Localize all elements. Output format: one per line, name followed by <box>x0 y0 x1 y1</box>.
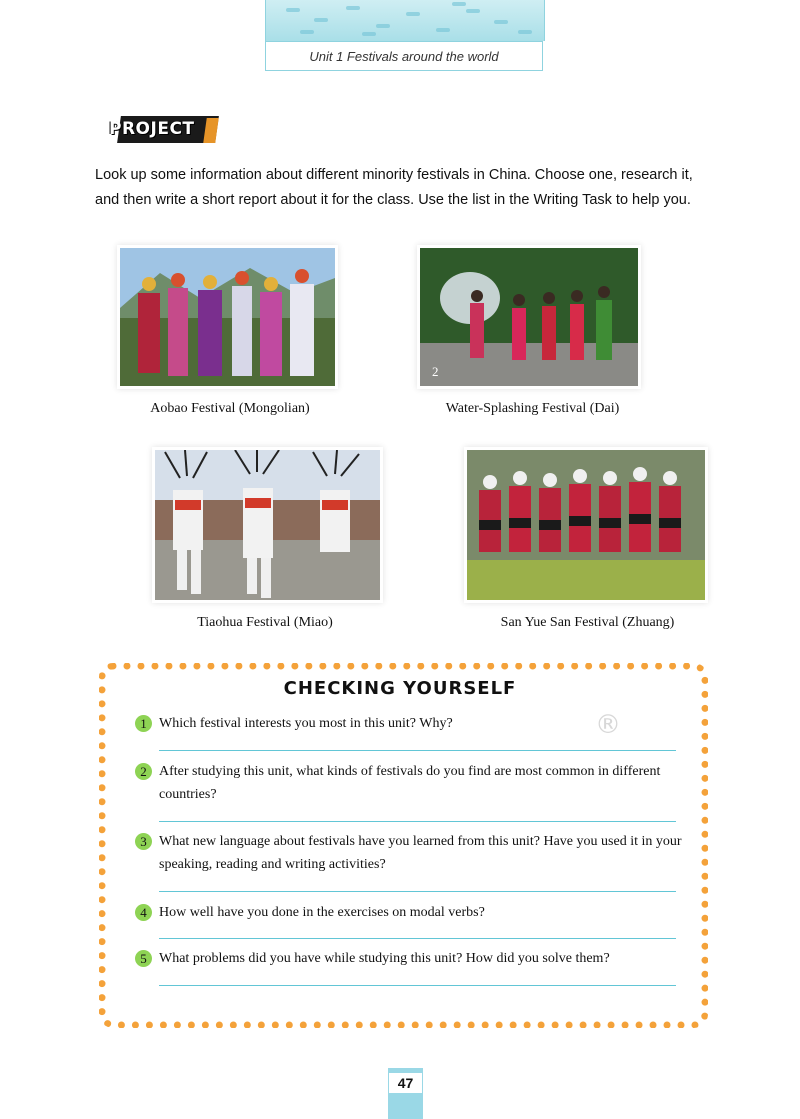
question-text: What new language about festivals have you learned from this unit? Have you used it in your speaking, reading and writing activities? <box>159 834 682 872</box>
page-number-tab <box>388 1068 423 1119</box>
answer-line[interactable] <box>159 750 676 751</box>
project-badge <box>105 116 217 148</box>
photo-san-yue-san-festival <box>467 450 705 600</box>
question-text: How well have you done in the exercises on modal verbs? <box>159 905 485 920</box>
photo-marker: 2 <box>432 364 439 379</box>
caption-aobao: Aobao Festival (Mongolian) <box>150 401 310 416</box>
answer-line[interactable] <box>159 891 676 892</box>
unit-header <box>265 0 543 70</box>
answer-line[interactable] <box>159 938 676 939</box>
registered-mark: ® <box>595 710 621 740</box>
photo-tiaohua-festival <box>155 450 380 600</box>
page-number: 47 <box>388 1072 423 1094</box>
question-number: 2 <box>135 763 152 780</box>
question-number: 5 <box>135 950 152 967</box>
project-badge-label: PROJECT <box>109 119 195 139</box>
photo-aobao-festival <box>120 248 335 386</box>
caption-water-splashing: Water-Splashing Festival (Dai) <box>445 401 620 416</box>
question-text: After studying this unit, what kinds of festivals do you find are most common in different countries? <box>159 764 661 802</box>
caption-tiaohua: Tiaohua Festival (Miao) <box>197 615 333 630</box>
answer-line[interactable] <box>159 821 676 822</box>
answer-line[interactable] <box>159 985 676 986</box>
project-instructions: Look up some information about different minority festivals in China. Choose one, research it, and then write a short report about it for the class. Use the list in the Writing Task to help you. <box>95 167 693 208</box>
checking-yourself-title: CHECKING YOURSELF <box>283 678 517 699</box>
question-text: Which festival interests you most in this unit? Why? <box>159 716 453 731</box>
unit-title: Unit 1 Festivals around the world <box>265 41 543 71</box>
unit-banner-decoration <box>265 0 545 41</box>
question-number: 1 <box>135 715 152 732</box>
question-number: 3 <box>135 833 152 850</box>
question-text: What problems did you have while studying this unit? How did you solve them? <box>159 951 610 966</box>
photo-water-splashing-festival <box>420 248 638 386</box>
caption-san-yue-san: San Yue San Festival (Zhuang) <box>500 615 675 630</box>
question-number: 4 <box>135 904 152 921</box>
